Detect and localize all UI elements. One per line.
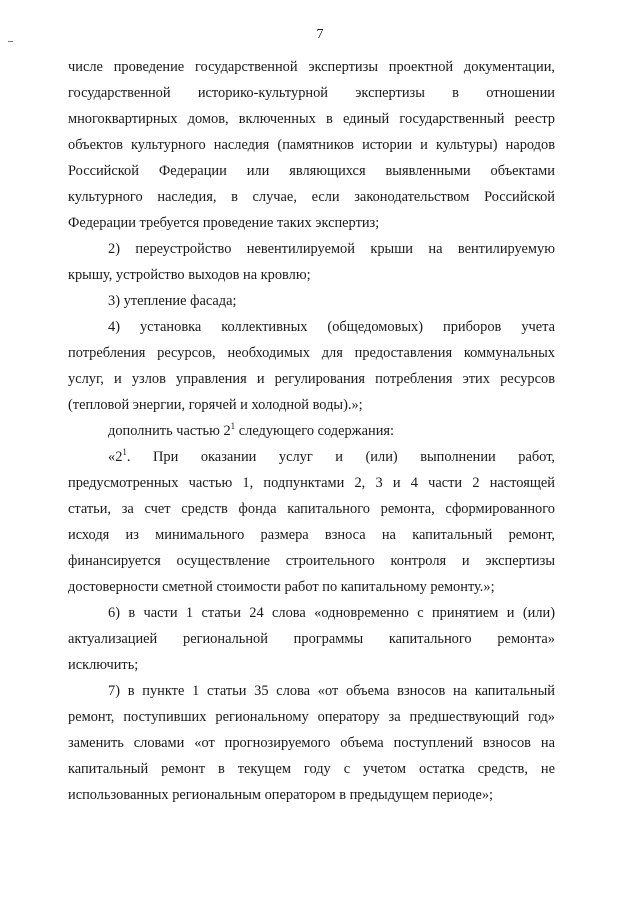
text-line [68, 136, 555, 154]
text-segment: исходя из минимального размера взноса на капитальный ремонт, [68, 527, 555, 543]
text-line [68, 526, 555, 544]
text-segment: 6) в части 1 статьи 24 слова «одновременно с принятием и (или) [108, 605, 555, 621]
text-segment: актуализацией региональной программы капитального ремонта» [68, 631, 555, 647]
text-line [68, 370, 555, 388]
text-segment: услуг, и узлов управления и регулирования потребления этих ресурсов [68, 371, 555, 387]
text-line [68, 786, 555, 804]
text-line [68, 604, 555, 622]
text-segment: культурного наследия, в случае, если законодательством Российской [68, 189, 555, 205]
superscript: 1 [230, 421, 236, 431]
text-line [68, 292, 555, 310]
paragraph [68, 448, 555, 596]
paragraph [68, 318, 555, 414]
text-line [68, 448, 555, 466]
text-line [68, 708, 555, 726]
text-segment: (тепловой энергии, горячей и холодной воды).»; [68, 397, 363, 413]
page-number: 7 [316, 27, 324, 42]
text-segment: крышу, устройство выходов на кровлю; [68, 267, 311, 283]
text-segment: капитальный ремонт в текущем году с учетом остатка средств, не [68, 761, 555, 777]
text-line [68, 682, 555, 700]
text-line [68, 188, 555, 206]
text-segment: 3) утепление фасада; [108, 293, 237, 309]
text-segment: 2) переустройство невентилируемой крыши на вентилируемую [108, 241, 555, 257]
text-segment: использованных региональным оператором в предыдущем периоде»; [68, 787, 494, 803]
text-segment: объектов культурного наследия (памятников истории и культуры) народов [68, 137, 555, 153]
text-line [68, 58, 555, 76]
text-segment: следующего содержания: [235, 423, 395, 439]
text-line [68, 214, 555, 232]
text-segment: финансируется осуществление строительного контроля и экспертизы [68, 553, 555, 569]
superscript: 1 [122, 447, 127, 457]
text-segment: достоверности сметной стоимости работ по капитальному ремонту.»; [68, 579, 495, 595]
text-segment: заменить словами «от прогнозируемого объема поступлений взносов на [68, 735, 555, 751]
text-segment: исключить; [68, 657, 139, 673]
text-segment: государственной историко-культурной экспертизы в отношении [68, 85, 555, 101]
text-segment: многоквартирных домов, включенных в единый государственный реестр [68, 111, 555, 127]
text-line [68, 578, 555, 596]
text-line [68, 84, 555, 102]
paragraph [68, 422, 555, 440]
text-segment: . При оказании услуг и (или) выполнении работ, [126, 449, 555, 465]
document-body [68, 58, 555, 812]
text-line [68, 344, 555, 362]
text-line [68, 266, 555, 284]
text-segment: 7) в пункте 1 статьи 35 слова «от объема взносов на капитальный [108, 683, 555, 699]
text-line [68, 760, 555, 778]
text-segment: дополнить частью 2 [108, 423, 231, 439]
paragraph [68, 682, 555, 804]
text-line [68, 500, 555, 518]
text-line [68, 656, 555, 674]
text-line [68, 422, 555, 440]
text-line [68, 734, 555, 752]
text-line [68, 630, 555, 648]
text-segment: статьи, за счет средств фонда капитального ремонта, сформированного [68, 501, 555, 517]
text-line [68, 318, 555, 336]
text-line [68, 552, 555, 570]
text-segment: Федерации требуется проведение таких экспертиз; [68, 215, 380, 231]
text-line [68, 396, 555, 414]
text-segment: Российской Федерации или являющихся выявленными объектами [68, 163, 555, 179]
text-line [68, 110, 555, 128]
text-segment: числе проведение государственной экспертизы проектной документации, [68, 59, 555, 75]
text-line [68, 474, 555, 492]
paragraph [68, 292, 555, 310]
text-segment: ремонт, поступивших региональному оператору за предшествующий год» [68, 709, 555, 725]
text-segment: предусмотренных частью 1, подпунктами 2, 3 и 4 части 2 настоящей [68, 475, 555, 491]
paragraph [68, 240, 555, 284]
text-line [68, 162, 555, 180]
paragraph [68, 604, 555, 674]
text-segment: потребления ресурсов, необходимых для предоставления коммунальных [68, 345, 555, 361]
text-line [68, 240, 555, 258]
paragraph [68, 58, 555, 232]
text-segment: «2 [108, 449, 123, 465]
text-segment: 4) установка коллективных (общедомовых) приборов учета [108, 319, 555, 335]
